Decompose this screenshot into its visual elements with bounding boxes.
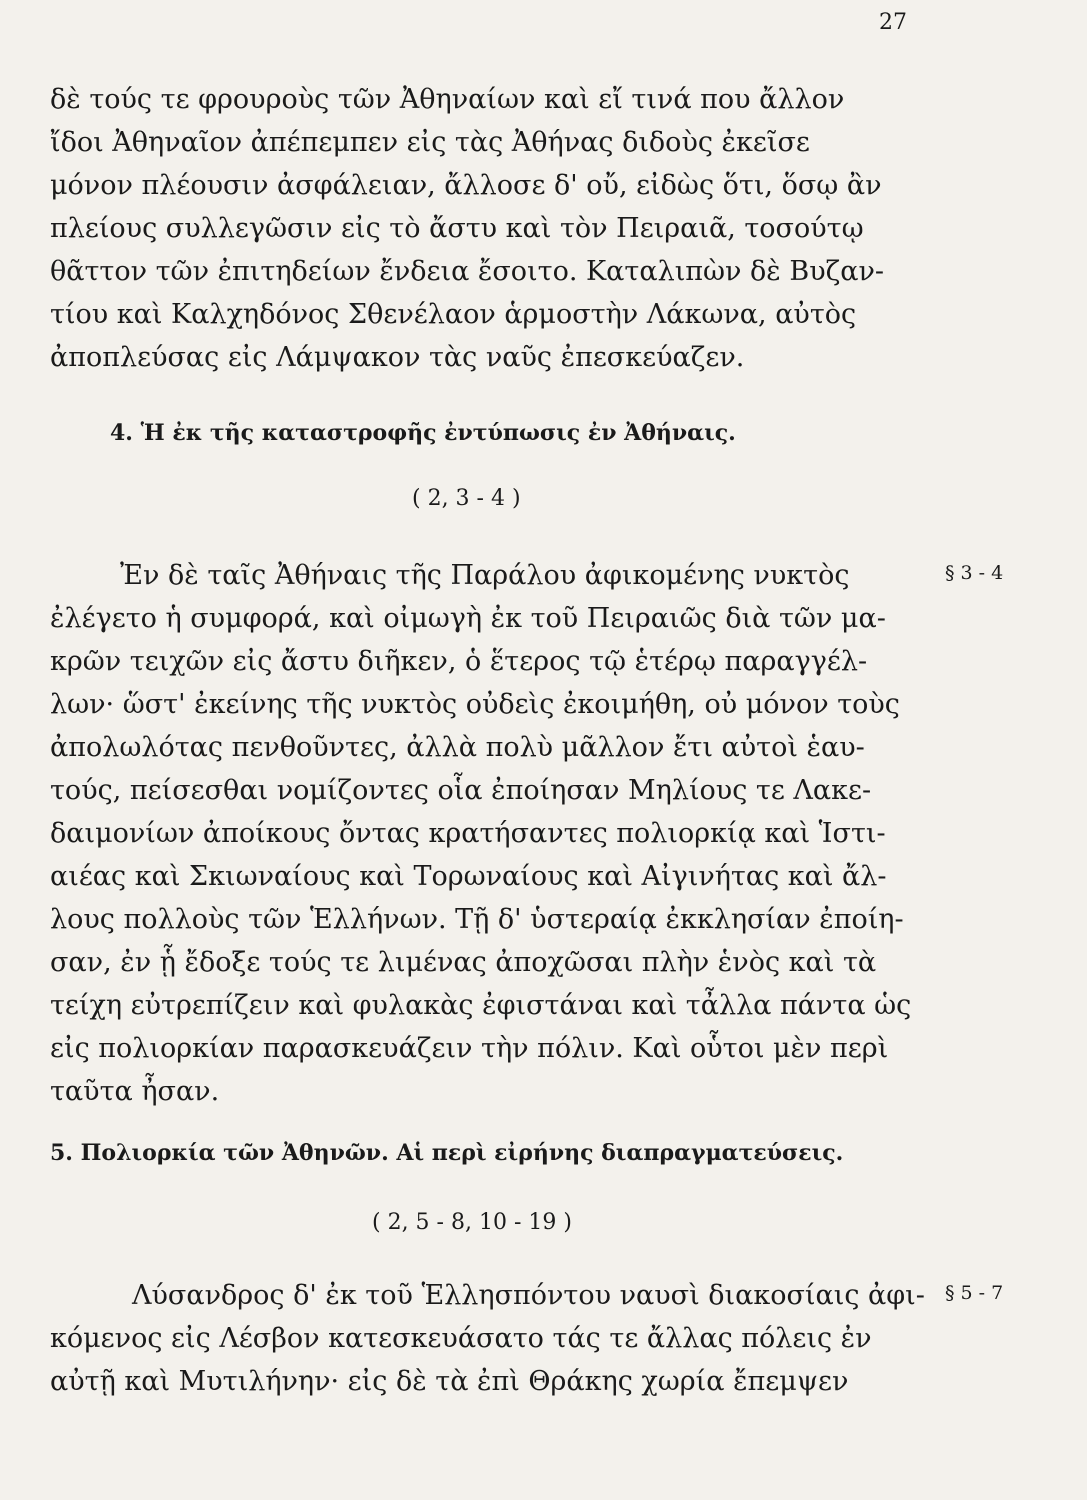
- text-line: ἀποπλεύσας εἰς Λάμψακον τὰς ναῦς ἐπεσκεύαζεν.: [50, 342, 745, 373]
- text-line: τείχη εὐτρεπίζειν καὶ φυλακὰς ἐφιστάναι καὶ τἆλλα πάντα ὡς: [50, 990, 912, 1021]
- text-line: λων· ὥστ' ἐκείνης τῆς νυκτὸς οὐδεὶς ἐκοιμήθη, οὐ μόνον τοὺς: [50, 689, 900, 720]
- text-line: ταῦτα ἦσαν.: [50, 1076, 220, 1107]
- text-line: ἐλέγετο ἡ συμφορά, καὶ οἰμωγὴ ἐκ τοῦ Πειραιῶς διὰ τῶν μα-: [50, 603, 886, 634]
- text-line: αὐτῇ καὶ Μυτιλήνην· εἰς δὲ τὰ ἐπὶ Θράκης χωρία ἔπεμψεν: [50, 1366, 849, 1397]
- text-line: ἴδοι Ἀθηναῖον ἀπέπεμπεν εἰς τὰς Ἀθήνας διδοὺς ἐκεῖσε: [50, 127, 810, 158]
- text-line: μόνον πλέουσιν ἀσφάλειαν, ἄλλοσε δ' οὔ, εἰδὼς ὅτι, ὅσῳ ἂν: [50, 170, 882, 201]
- text-line: σαν, ἐν ᾗ ἔδοξε τούς τε λιμένας ἀποχῶσαι πλὴν ἑνὸς καὶ τὰ: [50, 947, 877, 978]
- section-4-ref: ( 2, 3 - 4 ): [412, 486, 521, 511]
- text-line: πλείους συλλεγῶσιν εἰς τὸ ἄστυ καὶ τὸν Πειραιᾶ, τοσούτῳ: [50, 213, 864, 244]
- text-line: Ἐν δὲ ταῖς Ἀθήναις τῆς Παράλου ἀφικομένης νυκτὸς: [120, 560, 850, 591]
- text-line: δαιμονίων ἀποίκους ὄντας κρατήσαντες πολιορκίᾳ καὶ Ἱστι-: [50, 818, 886, 849]
- text-line: ἀπολωλότας πενθοῦντες, ἀλλὰ πολὺ μᾶλλον ἔτι αὐτοὶ ἑαυ-: [50, 732, 865, 763]
- paragraph-1: [50, 78, 940, 379]
- text-line: κρῶν τειχῶν εἰς ἄστυ διῆκεν, ὁ ἕτερος τῷ ἑτέρῳ παραγγέλ-: [50, 646, 868, 677]
- text-line: δὲ τούς τε φρουροὺς τῶν Ἀθηναίων καὶ εἴ τινά που ἄλλον: [50, 84, 845, 115]
- paragraph-3: [50, 1274, 940, 1403]
- text-line: εἰς πολιορκίαν παρασκευάζειν τὴν πόλιν. Καὶ οὗτοι μὲν περὶ: [50, 1033, 889, 1064]
- section-4-margin-ref: § 3 - 4: [945, 562, 1004, 584]
- text-line: θᾶττον τῶν ἐπιτηδείων ἔνδεια ἔσοιτο. Καταλιπὼν δὲ Βυζαν-: [50, 256, 885, 287]
- section-5-margin-ref: § 5 - 7: [945, 1282, 1004, 1304]
- text-line: κόμενος εἰς Λέσβον κατεσκευάσατο τάς τε ἄλλας πόλεις ἐν: [50, 1323, 872, 1354]
- page-number: 27: [879, 10, 907, 35]
- text-line: αιέας καὶ Σκιωναίους καὶ Τορωναίους καὶ Αἰγινήτας καὶ ἄλ-: [50, 861, 887, 892]
- text-line: τούς, πείσεσθαι νομίζοντες οἷα ἐποίησαν Μηλίους τε Λακε-: [50, 775, 872, 806]
- section-5-heading: 5. Πολιορκία τῶν Ἀθηνῶν. Αἱ περὶ εἰρήνης διαπραγματεύσεις.: [50, 1140, 844, 1166]
- text-line: Λύσανδρος δ' ἐκ τοῦ Ἑλλησπόντου ναυσὶ διακοσίαις ἀφι-: [132, 1280, 925, 1311]
- text-line: λους πολλοὺς τῶν Ἑλλήνων. Τῇ δ' ὑστεραίᾳ ἐκκλησίαν ἐποίη-: [50, 904, 904, 935]
- section-5-ref: ( 2, 5 - 8, 10 - 19 ): [372, 1210, 572, 1235]
- section-4-heading: 4. Ἡ ἐκ τῆς καταστροφῆς ἐντύπωσις ἐν Ἀθήναις.: [110, 420, 736, 446]
- paragraph-2: [50, 554, 940, 1113]
- text-line: τίου καὶ Καλχηδόνος Σθενέλαον ἁρμοστὴν Λάκωνα, αὐτὸς: [50, 299, 857, 330]
